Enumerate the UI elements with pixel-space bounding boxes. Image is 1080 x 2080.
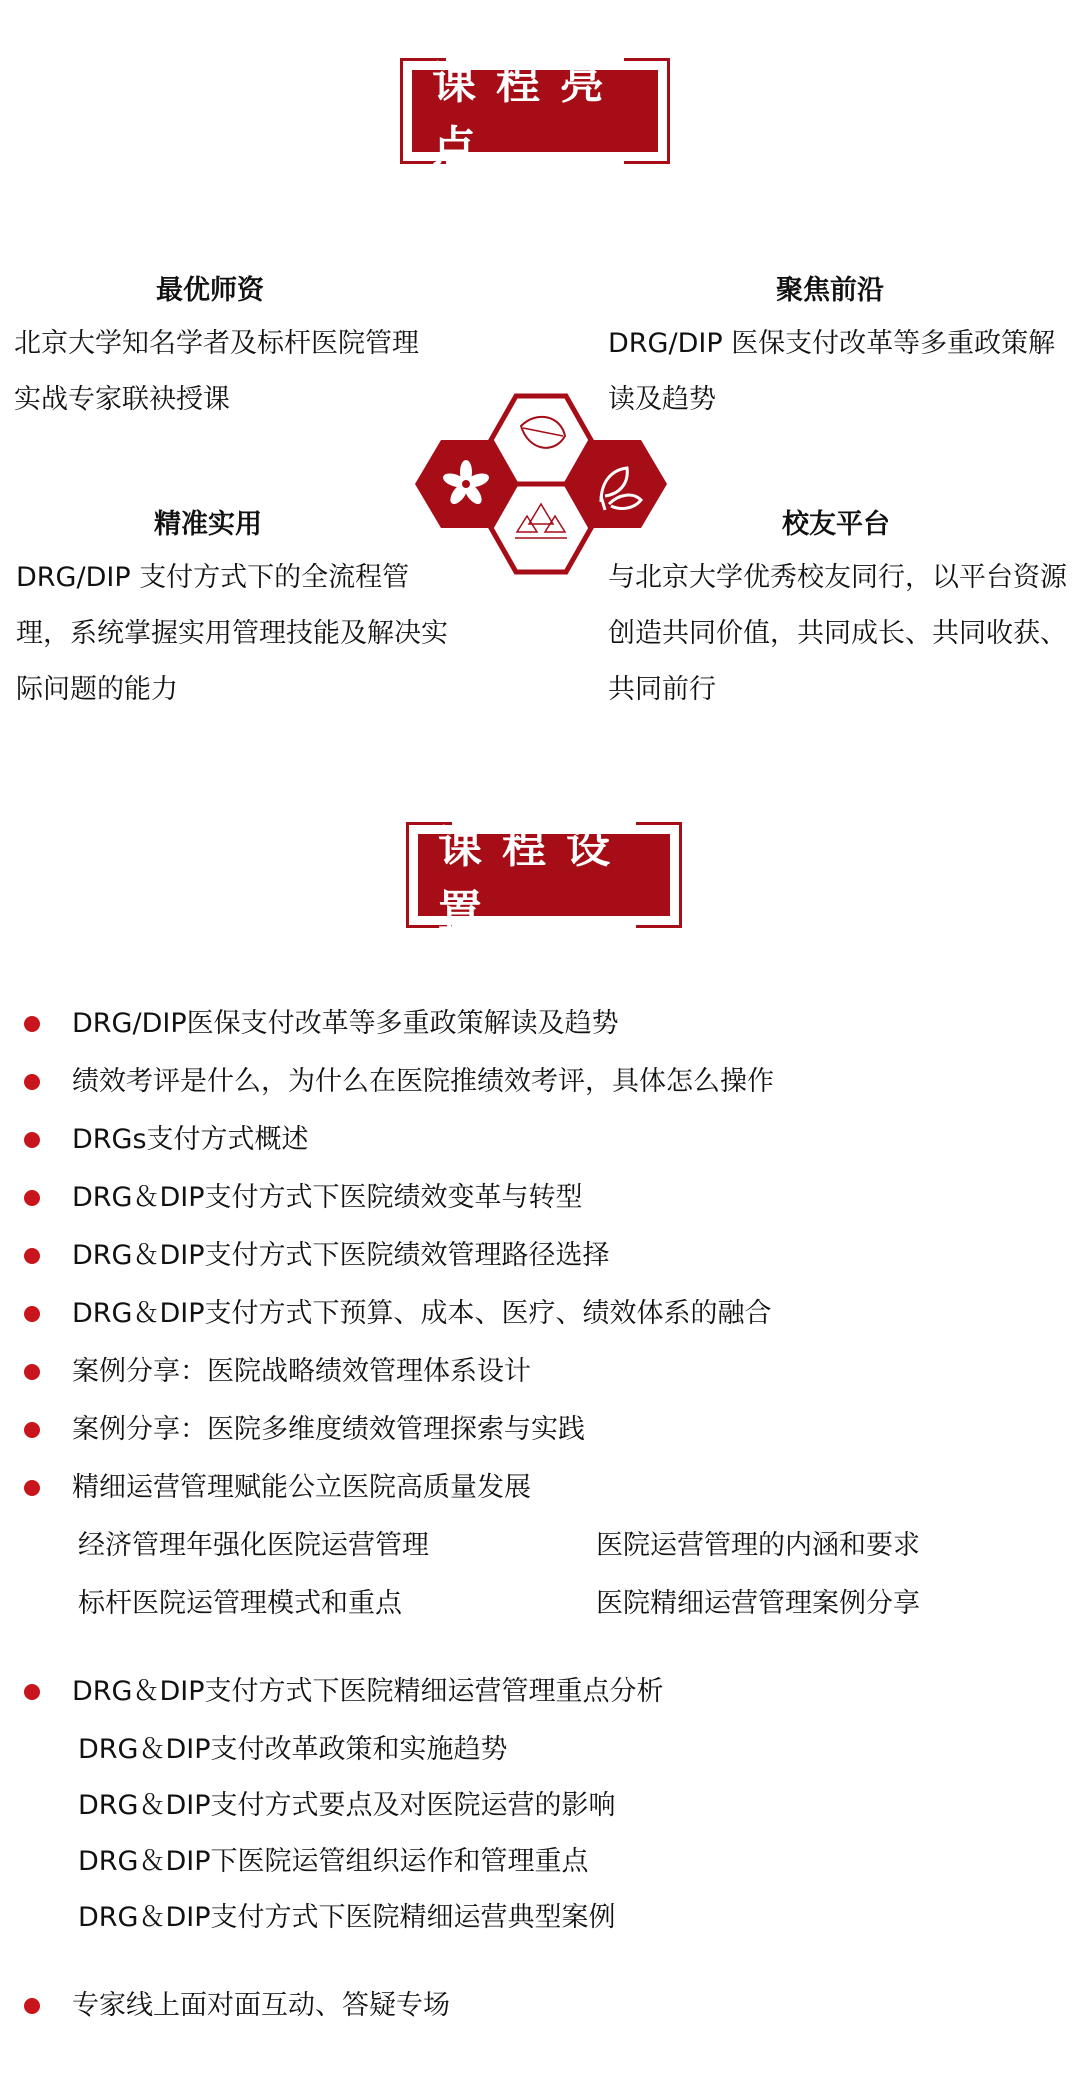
course-item: DRG＆DIP支付方式下医院绩效管理路径选择 [72, 1240, 610, 1271]
course-sub-item: DRG＆DIP下医院运管组织运作和管理重点 [78, 1846, 589, 1877]
highlight-desc-practical [16, 550, 466, 718]
desc-line: DRG/DIP 医保支付改革等多重政策解 [608, 328, 1056, 359]
bullet-dot [24, 1016, 40, 1032]
section-title-courses [406, 822, 682, 937]
course-sub-item: 标杆医院运管理模式和重点 [78, 1588, 402, 1619]
desc-line: 际问题的能力 [16, 674, 178, 705]
bullet-dot [24, 1132, 40, 1148]
bullet-dot [24, 1364, 40, 1380]
course-item: DRG＆DIP支付方式下医院精细运营管理重点分析 [72, 1676, 664, 1707]
desc-line: 北京大学知名学者及标杆医院管理 [14, 328, 419, 359]
highlight-title-alumni: 校友平台 [782, 509, 890, 540]
section-title-text: 课程亮点 [412, 70, 658, 152]
course-item: DRG＆DIP支付方式下预算、成本、医疗、绩效体系的融合 [72, 1298, 772, 1329]
desc-line: 与北京大学优秀校友同行，以平台资源 [608, 562, 1067, 593]
course-item: 案例分享：医院多维度绩效管理探索与实践 [72, 1414, 585, 1445]
course-sub-item: 医院精细运营管理案例分享 [596, 1588, 920, 1619]
bullet-dot [24, 1480, 40, 1496]
desc-line: 实战专家联袂授课 [14, 384, 230, 415]
course-sub-item: DRG＆DIP支付方式要点及对医院运营的影响 [78, 1790, 616, 1821]
desc-line: DRG/DIP 支付方式下的全流程管 [16, 562, 410, 593]
highlight-desc-alumni [608, 550, 1078, 718]
bullet-dot [24, 1306, 40, 1322]
bullet-dot [24, 1190, 40, 1206]
course-sub-item: DRG＆DIP支付改革政策和实施趋势 [78, 1734, 508, 1765]
highlight-title-practical: 精准实用 [154, 509, 262, 540]
desc-line: 创造共同价值，共同成长、共同收获、 [608, 618, 1067, 649]
course-item: DRG＆DIP支付方式下医院绩效变革与转型 [72, 1182, 583, 1213]
highlight-title-teachers: 最优师资 [156, 275, 264, 306]
section-title-highlights [400, 58, 670, 173]
bullet-dot [24, 1684, 40, 1700]
course-sub-item: DRG＆DIP支付方式下医院精细运营典型案例 [78, 1902, 616, 1933]
course-sub-item: 经济管理年强化医院运营管理 [78, 1530, 429, 1561]
course-item: 绩效考评是什么，为什么在医院推绩效考评，具体怎么操作 [72, 1066, 774, 1097]
course-sub-item: 医院运营管理的内涵和要求 [596, 1530, 920, 1561]
highlight-title-frontier: 聚焦前沿 [776, 275, 884, 306]
bullet-dot [24, 1998, 40, 2014]
course-item: DRGs支付方式概述 [72, 1124, 309, 1155]
tree-icon [491, 484, 591, 572]
highlight-desc-frontier [608, 316, 1078, 428]
desc-line: 共同前行 [608, 674, 716, 705]
desc-line: 理，系统掌握实用管理技能及解决实 [16, 618, 448, 649]
desc-line: 读及趋势 [608, 384, 716, 415]
section-title-text: 课程设置 [418, 834, 670, 916]
course-item: 精细运营管理赋能公立医院高质量发展 [72, 1472, 531, 1503]
hexagon-cluster [405, 392, 675, 582]
bullet-dot [24, 1074, 40, 1090]
course-item: DRG/DIP医保支付改革等多重政策解读及趋势 [72, 1008, 619, 1039]
course-item: 案例分享：医院战略绩效管理体系设计 [72, 1356, 531, 1387]
course-item: 专家线上面对面互动、答疑专场 [72, 1990, 450, 2021]
bullet-dot [24, 1248, 40, 1264]
bullet-dot [24, 1422, 40, 1438]
